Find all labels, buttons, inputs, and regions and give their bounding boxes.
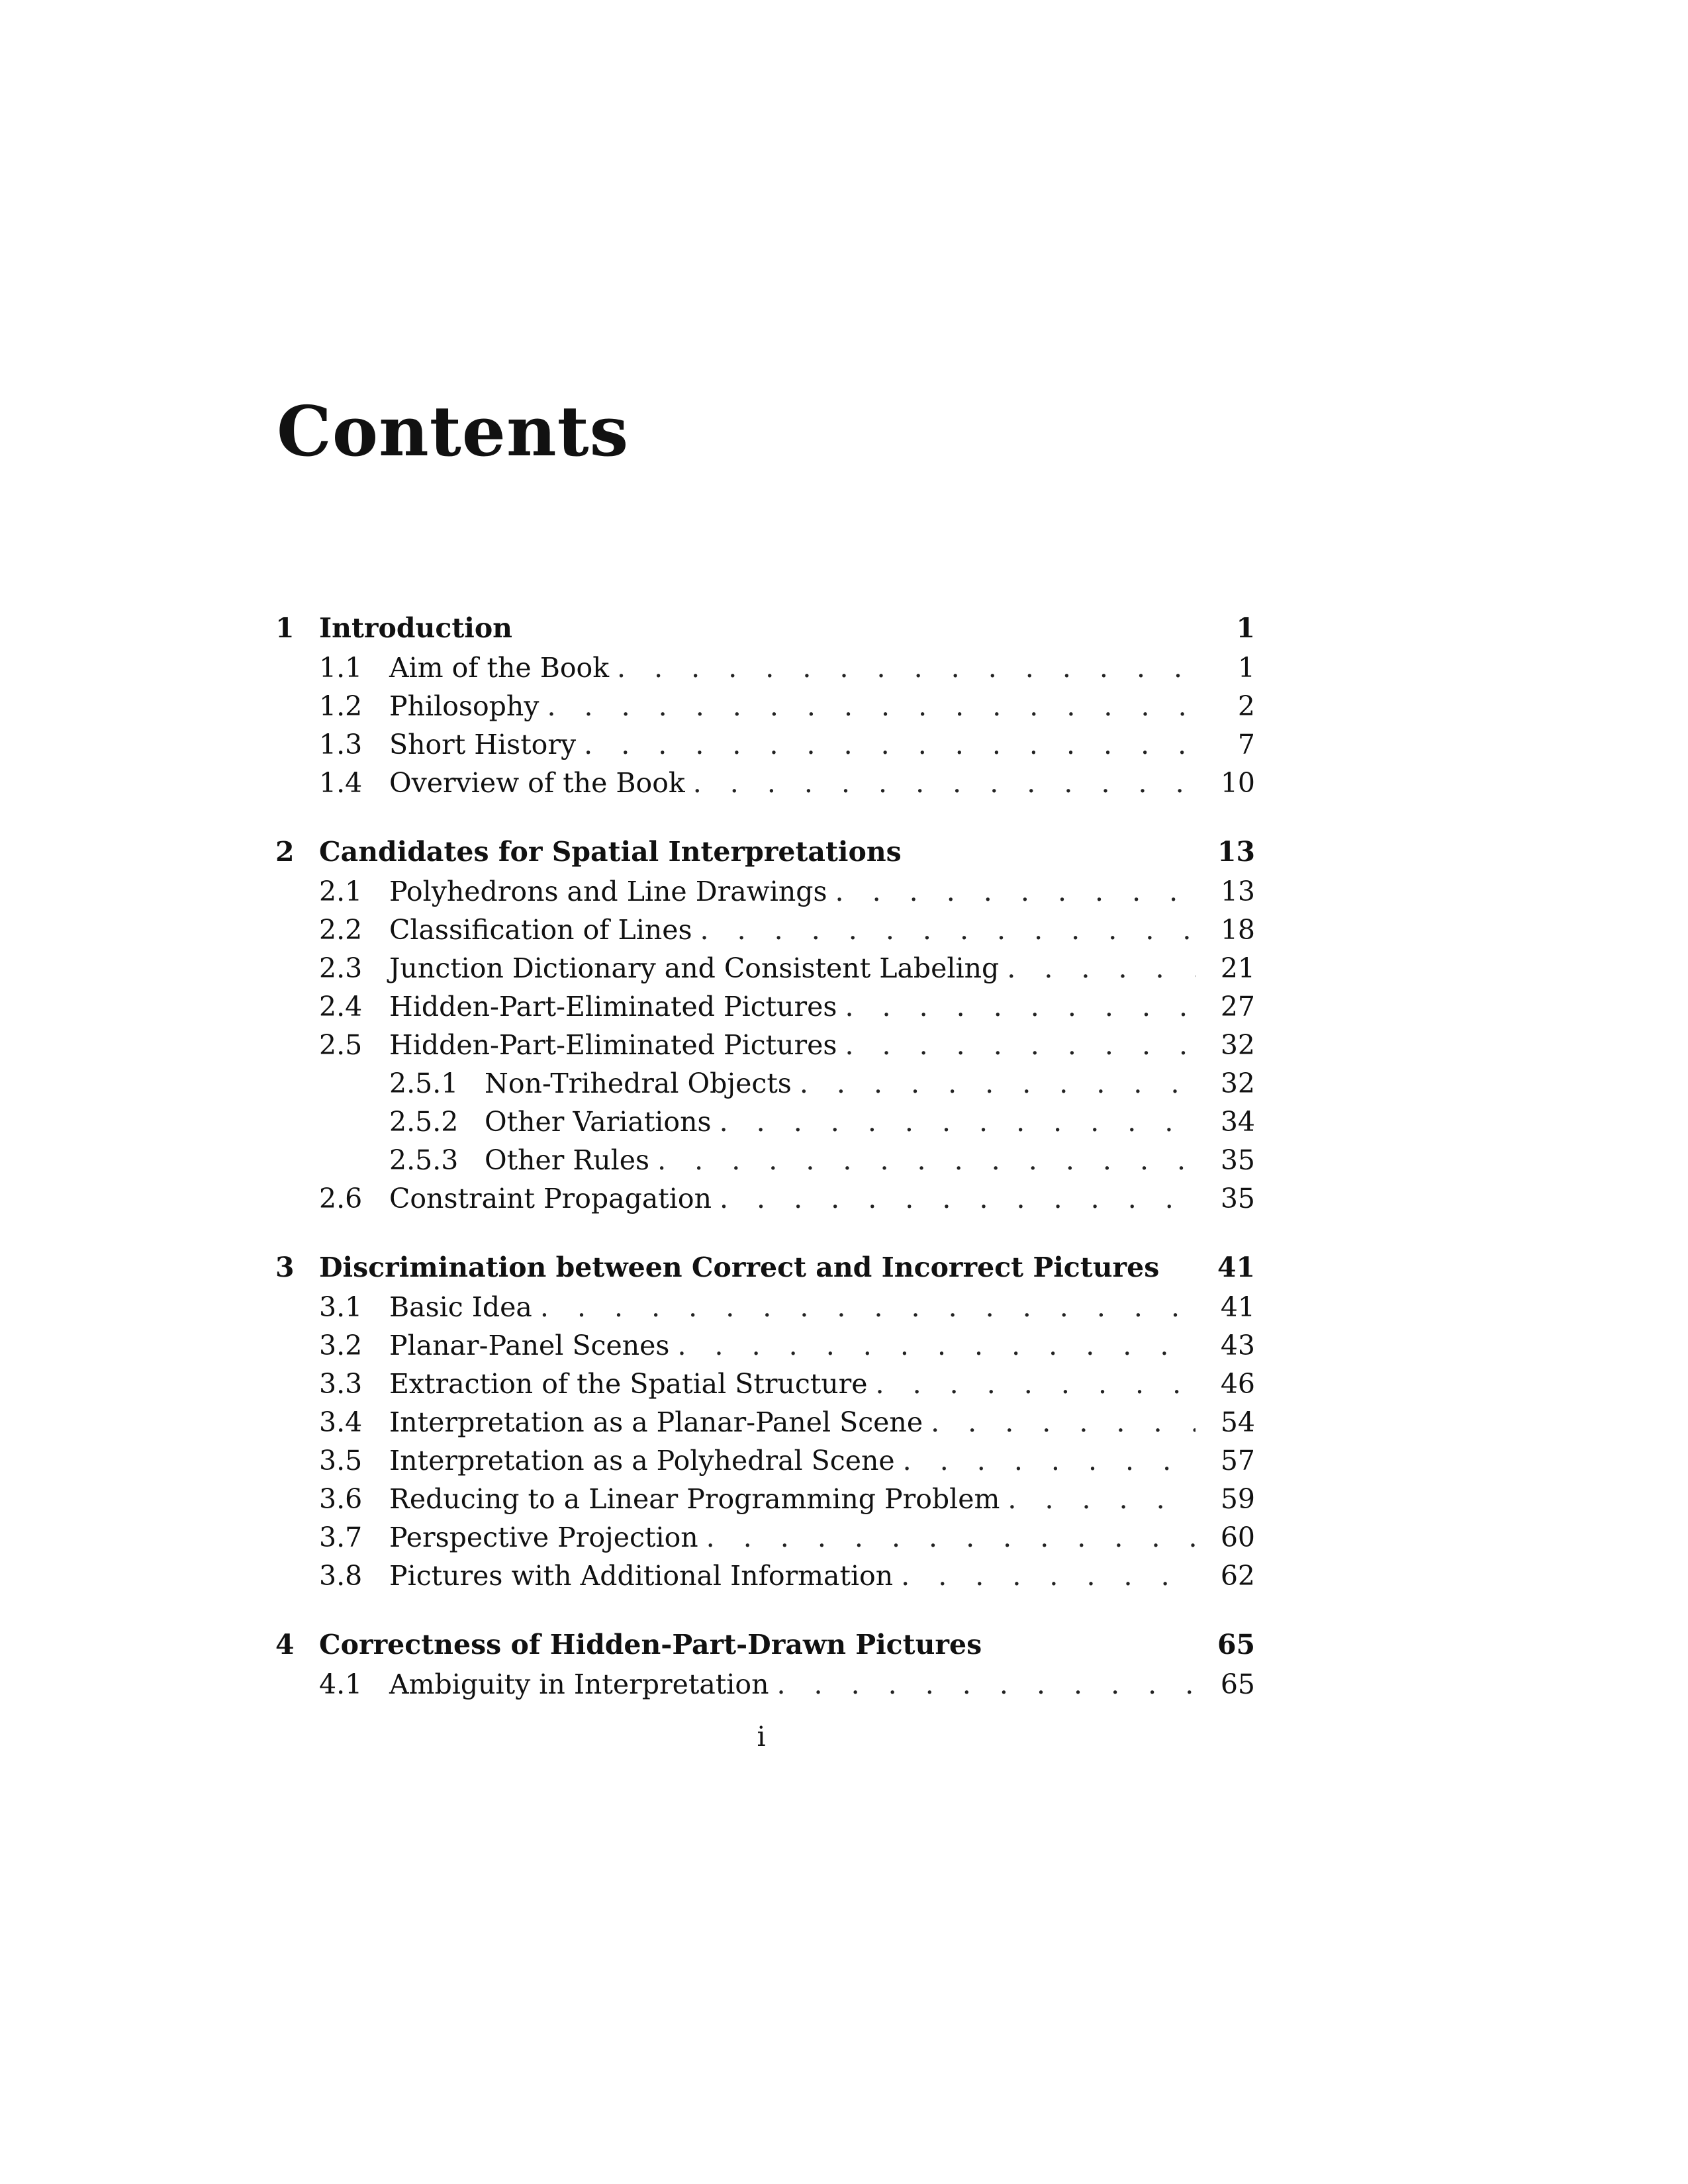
toc-chapter-block	[275, 1247, 1255, 1595]
dot-leader	[540, 1288, 1196, 1326]
toc-section-entry[interactable]	[275, 1403, 1255, 1441]
dot-leader	[903, 1441, 1196, 1480]
dot-leader	[657, 1141, 1196, 1179]
toc-entry-number: 1.1	[319, 652, 363, 684]
toc-entry-number: 2.1	[319, 876, 363, 907]
toc-entry-title: Extraction of the Spatial Structure	[389, 1365, 876, 1403]
toc-entry-title: Constraint Propagation	[389, 1179, 720, 1218]
toc-entry-page-number: 59	[1220, 1483, 1255, 1515]
toc-entry-number: 3.8	[319, 1560, 363, 1592]
toc-entry-body	[389, 1557, 1196, 1595]
dot-leader	[931, 1403, 1196, 1441]
toc-entry-body	[389, 949, 1196, 987]
toc-entry-page-number: 41	[1220, 1291, 1255, 1323]
toc-entry-title: Hidden-Part-Eliminated Pictures	[389, 1026, 845, 1064]
toc-entry-title: Overview of the Book	[389, 764, 693, 802]
toc-entry-body	[389, 1288, 1196, 1326]
dot-leader	[706, 1518, 1196, 1557]
toc-entry-body	[389, 872, 1196, 911]
toc-entry-title: Discrimination between Correct and Incorrect Pictures	[319, 1247, 1167, 1288]
toc-entry-number: 1.2	[319, 690, 363, 722]
toc-entry-number: 2.6	[319, 1183, 363, 1214]
dot-leader	[776, 1665, 1196, 1704]
toc-section-entry[interactable]	[275, 1179, 1255, 1218]
toc-subsection-entry[interactable]	[275, 1064, 1255, 1103]
toc-section-entry[interactable]	[275, 872, 1255, 911]
toc-section-entry[interactable]	[275, 764, 1255, 802]
toc-entry-title: Pictures with Additional Information	[389, 1557, 901, 1595]
toc-entry-number: 3.6	[319, 1483, 363, 1515]
dot-leader	[700, 911, 1196, 949]
toc-entry-page-number: 65	[1220, 1668, 1255, 1700]
toc-entry-body	[389, 1441, 1196, 1480]
table-of-contents	[275, 608, 1255, 1733]
toc-entry-body	[389, 1665, 1196, 1704]
dot-leader	[720, 1179, 1196, 1218]
toc-entry-page-number: 18	[1220, 914, 1255, 946]
toc-entry-title: Hidden-Part-Eliminated Pictures	[389, 987, 845, 1026]
dot-leader	[845, 1026, 1196, 1064]
toc-entry-page-number: 35	[1220, 1144, 1255, 1176]
toc-entry-title: Aim of the Book	[389, 649, 617, 687]
toc-section-entry[interactable]	[275, 911, 1255, 949]
dot-leader	[720, 1103, 1196, 1141]
toc-entry-title: Introduction	[319, 608, 520, 649]
toc-entry-number: 2.4	[319, 991, 363, 1023]
dot-leader	[547, 687, 1196, 725]
dot-leader	[693, 764, 1196, 802]
toc-entry-number: 3.5	[319, 1445, 363, 1477]
toc-entry-body	[485, 1141, 1196, 1179]
toc-section-entry[interactable]	[275, 1557, 1255, 1595]
dot-leader	[584, 725, 1196, 764]
toc-entry-title: Reducing to a Linear Programming Problem	[389, 1480, 1008, 1518]
toc-entry-title: Interpretation as a Planar-Panel Scene	[389, 1403, 931, 1441]
toc-entry-title: Short History	[389, 725, 584, 764]
toc-entry-body	[319, 1247, 1196, 1288]
toc-entry-title: Candidates for Spatial Interpretations	[319, 831, 910, 872]
toc-entry-title: Correctness of Hidden-Part-Drawn Pictures	[319, 1624, 990, 1665]
toc-entry-number: 3.3	[319, 1368, 363, 1400]
toc-entry-page-number: 2	[1237, 690, 1255, 722]
toc-entry-title: Perspective Projection	[389, 1518, 706, 1557]
dot-leader	[835, 872, 1196, 911]
toc-entry-page-number: 1	[1237, 652, 1255, 684]
toc-entry-title: Polyhedrons and Line Drawings	[389, 872, 835, 911]
toc-entry-body	[485, 1103, 1196, 1141]
toc-entry-title: Non-Trihedral Objects	[485, 1064, 800, 1103]
toc-section-entry[interactable]	[275, 1441, 1255, 1480]
toc-entry-title: Classification of Lines	[389, 911, 700, 949]
toc-entry-body	[389, 1403, 1196, 1441]
toc-entry-number: 4	[275, 1629, 295, 1661]
dot-leader	[845, 987, 1196, 1026]
toc-entry-number: 3.2	[319, 1330, 363, 1361]
toc-entry-number: 2.3	[319, 952, 363, 984]
toc-entry-page-number: 7	[1237, 729, 1255, 760]
toc-entry-body	[389, 987, 1196, 1026]
toc-entry-page-number: 32	[1220, 1068, 1255, 1099]
toc-entry-body	[389, 1480, 1196, 1518]
toc-section-entry[interactable]	[275, 1518, 1255, 1557]
toc-entry-page-number: 34	[1220, 1106, 1255, 1138]
toc-entry-title: Philosophy	[389, 687, 547, 725]
toc-entry-body	[389, 1326, 1196, 1365]
toc-entry-body	[389, 911, 1196, 949]
toc-entry-body	[389, 764, 1196, 802]
dot-leader	[617, 649, 1196, 687]
toc-entry-title: Ambiguity in Interpretation	[389, 1665, 776, 1704]
dot-leader	[1008, 1480, 1196, 1518]
toc-entry-body	[389, 1026, 1196, 1064]
dot-leader	[901, 1557, 1196, 1595]
toc-entry-page-number: 62	[1220, 1560, 1255, 1592]
toc-section-entry[interactable]	[275, 1365, 1255, 1403]
toc-entry-number: 3.7	[319, 1522, 363, 1553]
toc-chapter-entry[interactable]	[275, 1624, 1255, 1665]
toc-section-entry[interactable]	[275, 1288, 1255, 1326]
toc-entry-body	[389, 1365, 1196, 1403]
toc-entry-title: Junction Dictionary and Consistent Labeling	[389, 949, 1007, 987]
toc-subsection-entry[interactable]	[275, 1141, 1255, 1179]
toc-entry-page-number: 41	[1217, 1251, 1255, 1283]
toc-entry-page-number: 13	[1217, 836, 1255, 868]
toc-entry-title: Basic Idea	[389, 1288, 540, 1326]
toc-section-entry[interactable]	[275, 1480, 1255, 1518]
toc-entry-page-number: 35	[1220, 1183, 1255, 1214]
toc-entry-body	[389, 687, 1196, 725]
toc-entry-body	[389, 649, 1196, 687]
toc-entry-page-number: 27	[1220, 991, 1255, 1023]
toc-chapter-block	[275, 831, 1255, 1218]
toc-entry-page-number: 57	[1220, 1445, 1255, 1477]
toc-section-entry[interactable]	[275, 1326, 1255, 1365]
toc-entry-page-number: 13	[1220, 876, 1255, 907]
toc-chapter-entry[interactable]	[275, 831, 1255, 872]
toc-entry-number: 2.5.1	[389, 1068, 459, 1099]
toc-entry-page-number: 43	[1220, 1330, 1255, 1361]
toc-entry-number: 3.4	[319, 1406, 363, 1438]
page-title: Contents	[277, 390, 630, 472]
toc-entry-page-number: 46	[1220, 1368, 1255, 1400]
toc-entry-number: 2.5.3	[389, 1144, 459, 1176]
toc-entry-page-number: 60	[1220, 1522, 1255, 1553]
toc-entry-number: 2.5.2	[389, 1106, 459, 1138]
toc-chapter-entry[interactable]	[275, 608, 1255, 649]
toc-section-entry[interactable]	[275, 987, 1255, 1026]
toc-entry-number: 1.4	[319, 767, 363, 799]
toc-section-entry[interactable]	[275, 687, 1255, 725]
dot-leader	[1007, 949, 1196, 987]
toc-entry-page-number: 21	[1220, 952, 1255, 984]
toc-entry-number: 2.5	[319, 1029, 363, 1061]
toc-subsection-entry[interactable]	[275, 1103, 1255, 1141]
toc-section-entry[interactable]	[275, 725, 1255, 764]
toc-entry-title: Other Variations	[485, 1103, 720, 1141]
toc-entry-title: Other Rules	[485, 1141, 657, 1179]
toc-entry-number: 1	[275, 612, 295, 644]
toc-entry-title: Planar-Panel Scenes	[389, 1326, 677, 1365]
toc-entry-body	[389, 725, 1196, 764]
toc-entry-body	[319, 608, 1196, 649]
toc-entry-number: 4.1	[319, 1668, 363, 1700]
toc-section-entry[interactable]	[275, 1026, 1255, 1064]
toc-entry-body	[319, 1624, 1196, 1665]
toc-section-entry[interactable]	[275, 949, 1255, 987]
dot-leader	[800, 1064, 1196, 1103]
toc-entry-number: 3.1	[319, 1291, 363, 1323]
toc-section-entry[interactable]	[275, 1665, 1255, 1704]
dot-leader	[677, 1326, 1196, 1365]
toc-entry-body	[389, 1179, 1196, 1218]
toc-chapter-entry[interactable]	[275, 1247, 1255, 1288]
toc-entry-title: Interpretation as a Polyhedral Scene	[389, 1441, 903, 1480]
toc-entry-number: 3	[275, 1251, 295, 1283]
toc-entry-page-number: 54	[1220, 1406, 1255, 1438]
toc-entry-number: 2.2	[319, 914, 363, 946]
page-number: i	[757, 1721, 766, 1752]
toc-chapter-block	[275, 1624, 1255, 1704]
toc-entry-page-number: 32	[1220, 1029, 1255, 1061]
toc-entry-number: 2	[275, 836, 295, 868]
toc-entry-number: 1.3	[319, 729, 363, 760]
toc-entry-page-number: 65	[1217, 1629, 1255, 1661]
toc-chapter-block	[275, 608, 1255, 802]
toc-entry-page-number: 1	[1236, 612, 1255, 644]
toc-entry-body	[319, 831, 1196, 872]
toc-entry-body	[389, 1518, 1196, 1557]
dot-leader	[876, 1365, 1196, 1403]
toc-section-entry[interactable]	[275, 649, 1255, 687]
toc-entry-body	[485, 1064, 1196, 1103]
toc-entry-page-number: 10	[1220, 767, 1255, 799]
